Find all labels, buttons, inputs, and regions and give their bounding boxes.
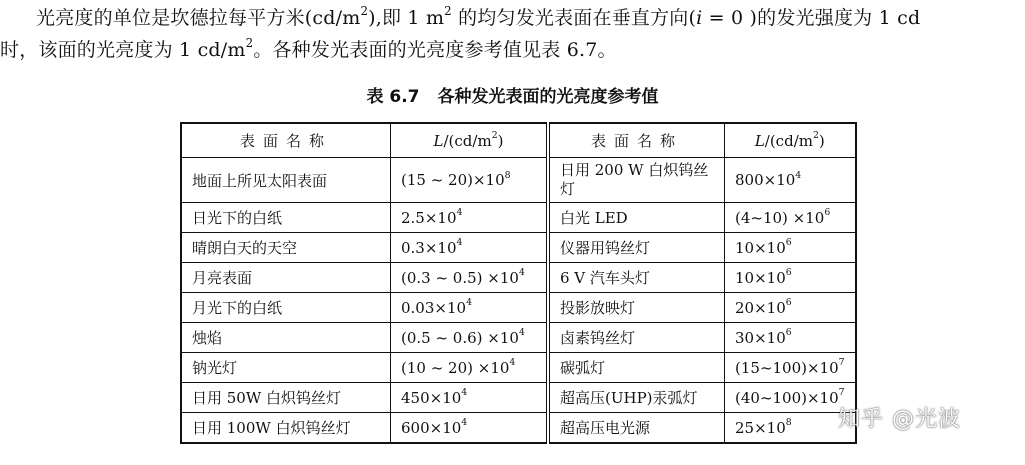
surface-name: 地面上所见太阳表面 — [181, 158, 391, 203]
table-header-row — [181, 123, 856, 158]
table-row — [181, 413, 856, 444]
surface-name: 月光下的白纸 — [181, 293, 391, 323]
luminance-value: $600\times 10^4$ — [391, 413, 549, 444]
surface-name: 烛焰 — [181, 323, 391, 353]
surface-name: 日用 200 W 白炽钨丝灯 — [548, 158, 725, 203]
surface-name: 超高压电光源 — [548, 413, 725, 444]
luminance-value: $(15\sim 100)\times 10^7$ — [725, 353, 856, 383]
surface-name: 日用 100W 白炽钨丝灯 — [181, 413, 391, 444]
surface-name: 日用 50W 白炽钨丝灯 — [181, 383, 391, 413]
surface-name: 钠光灯 — [181, 353, 391, 383]
paragraph-line-2: 时，该面的光亮度为 1 $cd/m^2$。各种发光表面的光亮度参考值见表 6.7。 — [0, 35, 617, 61]
luminance-value: $800\times 10^4$ — [725, 158, 856, 203]
surface-name: 6 V 汽车头灯 — [548, 263, 725, 293]
paragraph-line-1: 光亮度的单位是坎德拉每平方米$(cd/m^2)$,即 1 $m^2$ 的均匀发光表面在垂直方向(i = 0 )的发光强度为 1 cd — [36, 3, 921, 29]
surface-name: 超高压(UHP)汞弧灯 — [548, 383, 725, 413]
table-row — [181, 203, 856, 233]
luminance-value: $(40\sim 100)\times 10^7$ — [725, 383, 856, 413]
luminance-value: $0.3\times 10^4$ — [391, 233, 549, 263]
table-row — [181, 158, 856, 203]
luminance-value: (0.5 ~ $0.6) \times 10^4$ — [391, 323, 549, 353]
table-caption — [0, 82, 1025, 107]
luminance-value: $0.03\times 10^4$ — [391, 293, 549, 323]
surface-name: 卤素钨丝灯 — [548, 323, 725, 353]
watermark: 知乎 @光波 — [838, 407, 961, 432]
table-title: 各种发光表面的光亮度参考值 — [437, 87, 659, 107]
surface-name: 碳弧灯 — [548, 353, 725, 383]
table-number: 表 6.7 — [366, 87, 420, 107]
luminance-value: $2.5\times 10^4$ — [391, 203, 549, 233]
table-row — [181, 383, 856, 413]
luminance-value: $450\times 10^4$ — [391, 383, 549, 413]
table-row — [181, 263, 856, 293]
luminance-value: $30\times 10^6$ — [725, 323, 856, 353]
table-row — [181, 323, 856, 353]
table-row — [181, 233, 856, 263]
table-row — [181, 293, 856, 323]
luminance-value: $10\times 10^6$ — [725, 263, 856, 293]
surface-name: 仪器用钨丝灯 — [548, 233, 725, 263]
surface-name: 晴朗白天的天空 — [181, 233, 391, 263]
table-row — [181, 353, 856, 383]
header-unit-right: $L/(cd/m^2)$ — [725, 123, 856, 158]
header-unit-left: $L/(cd/m^2)$ — [391, 123, 549, 158]
luminance-value: (0.3 ~ $0.5) \times 10^4$ — [391, 263, 549, 293]
header-name-left: 表面名称 — [181, 123, 391, 158]
header-name-right: 表面名称 — [548, 123, 725, 158]
luminance-value: (4~10) $\times 10^6$ — [725, 203, 856, 233]
luminance-value: (15 ~ $20)\times 10^8$ — [391, 158, 549, 203]
surface-name: 日光下的白纸 — [181, 203, 391, 233]
surface-name: 白光 LED — [548, 203, 725, 233]
luminance-value: $10\times 10^6$ — [725, 233, 856, 263]
surface-name: 投影放映灯 — [548, 293, 725, 323]
luminance-table — [180, 122, 857, 444]
surface-name: 月亮表面 — [181, 263, 391, 293]
luminance-value: $25\times 10^8$ — [725, 413, 856, 444]
intro-paragraph — [0, 2, 1025, 66]
luminance-value: $20\times 10^6$ — [725, 293, 856, 323]
luminance-value: (10 ~ $20) \times 10^4$ — [391, 353, 549, 383]
